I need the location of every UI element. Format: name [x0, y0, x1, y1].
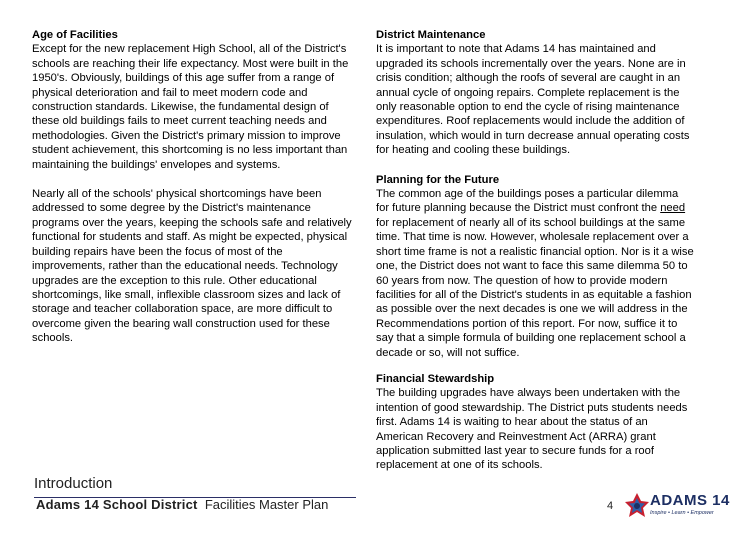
planning-body-pre: The common age of the buildings poses a particular dilemma for future planning because the District must confront the — [376, 188, 679, 215]
right-column — [376, 28, 694, 473]
planning-body-post: for replacement of nearly all of its school buildings at the same time. That time is now. However, wholesale replacement over a short time frame is not a realistic financial option. Nor is it a wise one, the District does not want to face this same dilemma 50 to 60 years from now. The question of how to provide modern facilities for all of the District's students in as equitable a fashion as possible over the next decades is one we will address in the Recommendations portion of this report. For now, suffice it to say that a simple formula of building one replacement school a decade or so, will not suffice. — [376, 216, 694, 359]
physical-shortcomings-body: Nearly all of the schools' physical shortcomings have been addressed to some degree by the District's maintenance programs over the years, keeping the schools safe and relatively functional for students and staff. As might be expected, physical building repairs have been the focus of most of the improvements, rather than the educational needs. Technology upgrades are the exception to this rule. Other educational shortcomings, like small, inflexible classroom sizes and lack of storage and teacher collaboration space, are more difficult to overcome given the bearing wall construction used for these schools. — [32, 188, 352, 345]
financial-stewardship-section — [376, 372, 694, 473]
financial-stewardship-body: The building upgrades have always been undertaken with the intention of good stewardship. The District puts students needs first. Adams 14 is waiting to hear about the status of an American Recovery and Reinvestment Act (ARRA) grant application submitted last year to secure funds for a roof replacement at one of its schools. — [376, 387, 688, 472]
section-title: Introduction — [34, 475, 113, 492]
page-number: 4 — [607, 500, 614, 512]
planning-body-need: need — [660, 202, 686, 215]
planning-body — [376, 187, 694, 360]
district-maintenance-body: It is important to note that Adams 14 has maintained and upgraded its schools incrementally over the years. None are in crisis condition; although the roofs of several are caught in an annual cycle of ongoing repairs. Complete replacement is the only reasonable option to end the cycle of rising maintenance expenditures. Roof replacements would include the addition of insulation, which would in turn decrease annual operating costs for heating and cooling these buildings. — [376, 43, 690, 157]
age-of-facilities-section — [32, 28, 356, 172]
footer-document: Facilities Master Plan — [204, 497, 329, 512]
adams-14-logo — [622, 490, 730, 524]
planning-section — [376, 173, 694, 360]
left-column — [32, 28, 356, 346]
age-of-facilities-heading: Age of Facilities — [32, 29, 118, 41]
financial-stewardship-heading: Financial Stewardship — [376, 372, 495, 385]
footer-district: Adams 14 School District — [36, 497, 198, 512]
age-of-facilities-body: Except for the new replacement High School, all of the District's schools are reaching their life expectancy. Most were built in the 1950's. Obviously, buildings of this age suffer from a range of physical deterioration and fail to meet modern code and construction standards. Likewise, the fundamental design of these old buildings fails to meet current teaching needs and methodologies. Given the District's primary mission to improve student achievement, this shortcoming is no less important than maintaining the buildings' envelopes and systems. — [32, 43, 349, 171]
planning-heading: Planning for the Future — [376, 173, 500, 186]
logo-tagline: Inspire • Learn • Empower — [650, 510, 714, 516]
physical-shortcomings-section — [32, 187, 356, 345]
district-maintenance-heading: District Maintenance — [376, 29, 486, 41]
logo-name: ADAMS 14 — [650, 492, 730, 509]
district-maintenance-section — [376, 28, 694, 158]
logo-emblem-icon — [624, 492, 650, 518]
footer — [36, 496, 328, 513]
